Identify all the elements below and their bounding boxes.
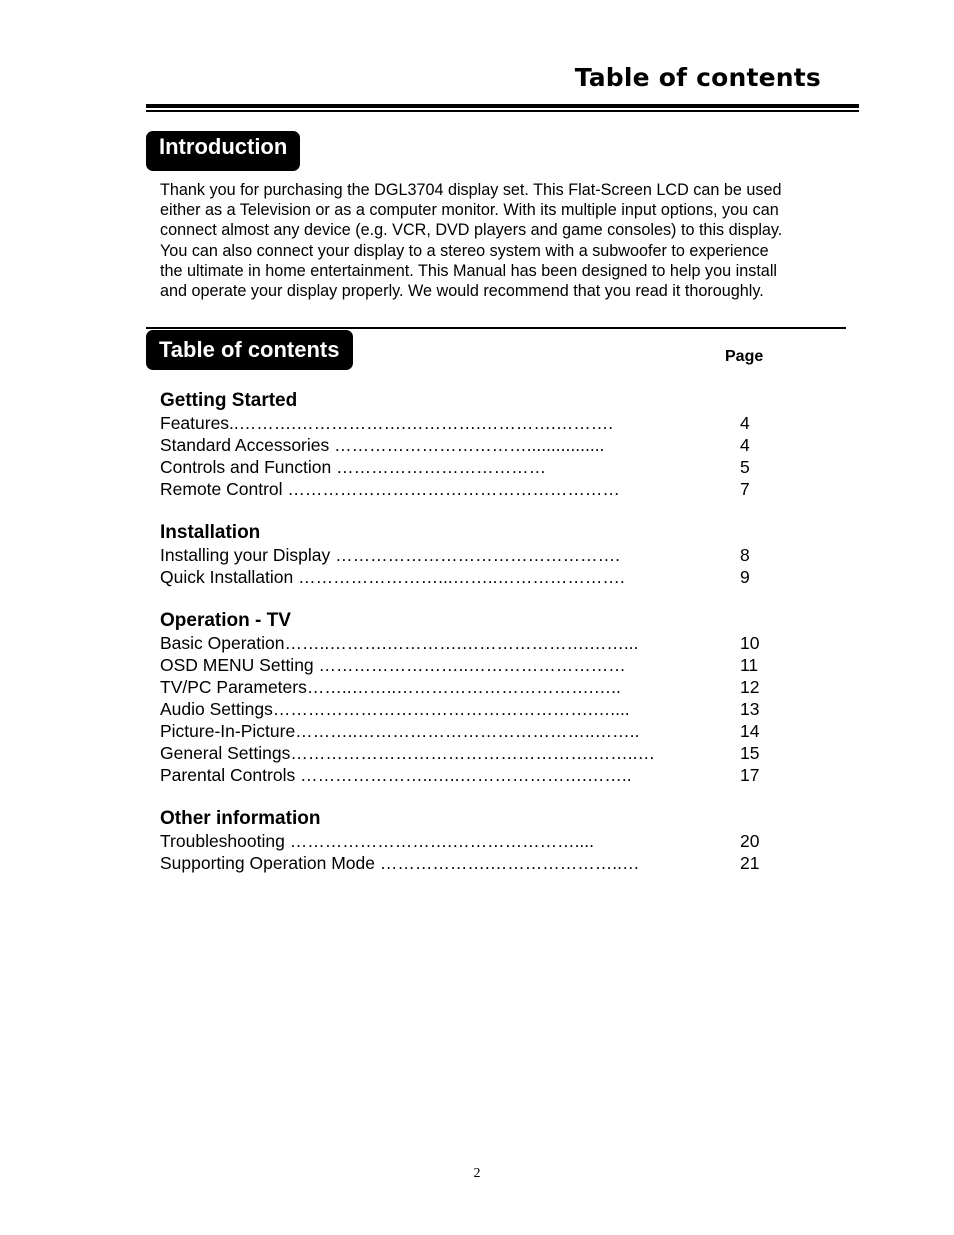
toc-entry-page: 8	[740, 545, 750, 565]
toc-entry-label: General Settings…………………………………………….……..…	[160, 743, 655, 763]
toc-entry[interactable]	[160, 456, 780, 478]
intro-line: connect almost any device (e.g. VCR, DVD players and game consoles) to this display.	[160, 221, 783, 240]
toc-entry[interactable]	[160, 544, 780, 566]
toc-entry-label: Features..……….……………….………….………….……….	[160, 413, 614, 433]
toc-entry-label: Picture-In-Picture………..…………………………………..……..	[160, 721, 640, 741]
toc-entry-page: 7	[740, 479, 750, 499]
toc-group-title: Installation	[160, 522, 261, 543]
toc-entry-label: Parental Controls …………………..…..………………….……..	[160, 765, 632, 785]
toc-entry[interactable]	[160, 720, 780, 742]
toc-entry-page: 4	[740, 435, 750, 455]
toc-group-other-information	[160, 808, 780, 874]
toc-entry-page: 13	[740, 699, 760, 719]
toc-group-title: Other information	[160, 808, 321, 829]
toc-entry[interactable]	[160, 632, 780, 654]
intro-line: You can also connect your display to a stereo system with a subwoofer to experience	[160, 241, 769, 260]
intro-line: Thank you for purchasing the DGL3704 display set. This Flat-Screen LCD can be used	[160, 181, 782, 199]
toc-entry-label: Quick Installation ……………………...……..………………….	[160, 567, 625, 587]
toc-entry-page: 17	[740, 765, 760, 785]
toc-entry-label: OSD MENU Setting ……………………..………………………	[160, 655, 626, 675]
toc-list	[160, 390, 780, 896]
toc-entry[interactable]	[160, 742, 780, 764]
toc-entry-page: 10	[740, 633, 760, 653]
toc-entry[interactable]	[160, 830, 780, 852]
toc-entry-page: 20	[740, 831, 760, 851]
toc-group-title: Getting Started	[160, 390, 298, 411]
toc-entry-label: Remote Control …………………………………………………	[160, 479, 620, 499]
toc-entry[interactable]	[160, 698, 780, 720]
toc-group-installation	[160, 522, 780, 588]
toc-entry[interactable]	[160, 764, 780, 786]
toc-entry-page: 4	[740, 413, 750, 433]
toc-entry[interactable]	[160, 852, 780, 874]
toc-entry-page: 15	[740, 743, 760, 763]
toc-entry-label: Controls and Function ………………………………	[160, 457, 547, 477]
header-rule-thick	[146, 104, 859, 108]
toc-entry-label: Standard Accessories ……………………………................	[160, 435, 605, 455]
toc-entry[interactable]	[160, 434, 780, 456]
intro-line: and operate your display properly. We would recommend that you read it thoroughly.	[160, 282, 764, 301]
toc-entry[interactable]	[160, 676, 780, 698]
toc-entry-label: Audio Settings……………………………………………….…....	[160, 699, 630, 719]
toc-entry[interactable]	[160, 478, 780, 500]
toc-entry-label: TV/PC Parameters……..……..…………………………….…..	[160, 677, 621, 697]
toc-entry-page: 9	[740, 567, 750, 587]
toc-entry[interactable]	[160, 566, 780, 588]
toc-entry-label: Troubleshooting ……………………….…………………....	[160, 831, 595, 851]
introduction-text	[160, 180, 860, 301]
toc-entry-page: 11	[740, 655, 759, 675]
toc-entry-label: Basic Operation……..……….………….………………….……...	[160, 633, 639, 653]
toc-entry[interactable]	[160, 654, 780, 676]
intro-line: the ultimate in home entertainment. This Manual has been designed to help you install	[160, 261, 778, 280]
toc-entry-label: Installing your Display ………………………………………….	[160, 545, 620, 565]
toc-group-getting-started	[160, 390, 780, 500]
toc-entry-page: 12	[740, 677, 760, 697]
section-divider	[146, 327, 846, 329]
footer-page-number: 2	[473, 1166, 481, 1181]
header-rule-thin	[146, 110, 859, 112]
toc-entry-page: 5	[740, 457, 750, 477]
intro-line: either as a Television or as a computer monitor. With its multiple input options, you can	[160, 201, 779, 220]
toc-group-title: Operation - TV	[160, 610, 291, 631]
toc-entry-label: Supporting Operation Mode ……………….…………………..…	[160, 853, 640, 873]
toc-entry[interactable]	[160, 412, 780, 434]
page-column-header: Page	[725, 348, 764, 365]
toc-entry-page: 21	[740, 853, 760, 873]
introduction-heading: Introduction	[146, 131, 300, 171]
page-title: Table of contents	[574, 63, 821, 92]
toc-group-operation-tv	[160, 610, 780, 786]
toc-heading: Table of contents	[146, 330, 353, 370]
toc-entry-page: 14	[740, 721, 760, 741]
